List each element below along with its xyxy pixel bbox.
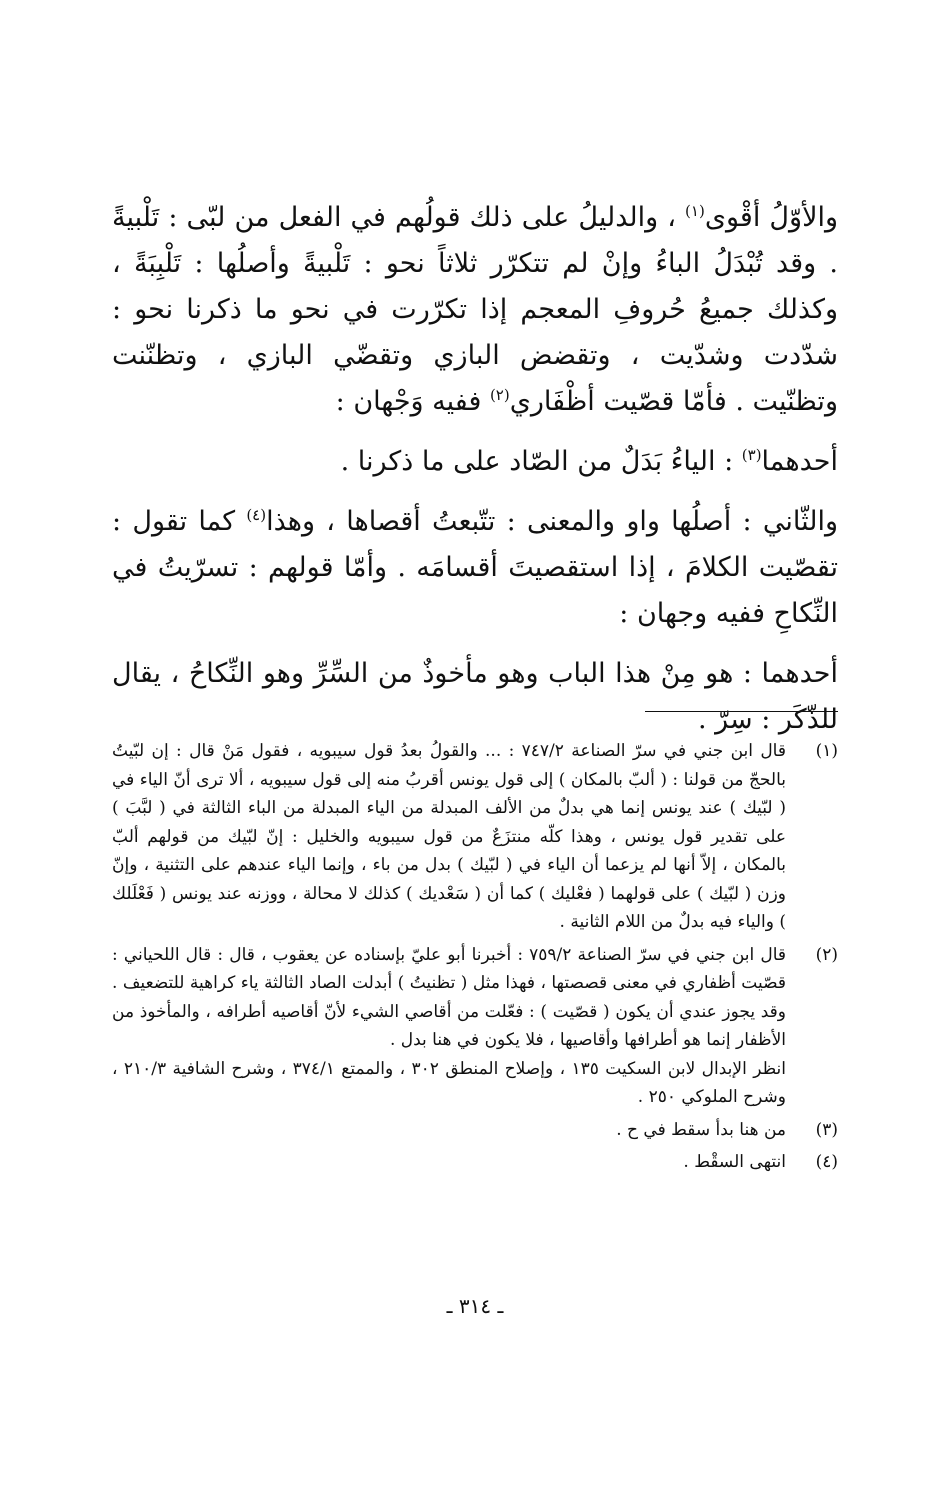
footnote-number: (٣): [815, 1119, 838, 1140]
page-number: ـ ٣١٤ ـ: [446, 1294, 504, 1318]
footnote-number: (٤): [815, 1152, 838, 1172]
footnote-ref-2[interactable]: (٢): [489, 386, 510, 404]
footnote-3: [112, 1116, 838, 1145]
footnote-2: [112, 941, 838, 1112]
footnote-text: [112, 1116, 786, 1145]
paragraph-3: [112, 499, 838, 637]
footnote-text: [112, 1148, 786, 1177]
footnote-paragraph: انتهى السقْط .: [683, 1152, 786, 1172]
footnote-paragraph: انظر الإبدال لابن السكيت ١٣٥ ، وإصلاح المنطق ٣٠٢ ، والممتع ٣٧٤/١ ، وشرح الشافية ٢١٠/٣ ، وشرح الملوكي ٢٥٠ .: [112, 1058, 786, 1107]
text-run: ، والدليلُ على ذلك قولُهم في الفعل من لبّى : تَلْبيةً . وقد تُبْدَلُ الباءُ وإنْ لم تتكرّر ثلاثاً نحو : تَلْبيةً وأصلُها : تَلْبِبَةً ، وكذلك جميعُ حُروفِ المعجم إذا تكرّرت في نحو ما ذكرنا نحو : شدّدت وشدّيت ، وتقضض البازي وتقضّي البازي ، وتظنّنت وتظنّيت . فأمّا قصّيت أظْفَاري: [112, 202, 838, 417]
text-run: : الياءُ بَدَلٌ من الصّاد على ما ذكرنا .: [340, 446, 742, 477]
footnote-4: [112, 1148, 838, 1177]
footnote-number: (١): [815, 741, 838, 761]
footnote-paragraph: قال ابن جني في سرّ الصناعة ٧٤٧/٢ : ... والقولُ بعدُ قول سيبويه ، فقول مَنْ قال : إن لبّيتُ بالحجّ من قولنا : ( ألبّ بالمكان ) إلى قول يونس أقربُ منه إلى قول سيبويه ، ألا ترى أنّ الياء في ( لبّيك ) عند يونس إنما هي بدلٌ من الألف المبدلة من الياء المبدلة من الباء الثالثة في ( لبَّبَ ) على تقدير قول يونس ، وهذا كلّه منتزَعٌ من قول سيبويه والخليل : إنّ لبّيك من قولهم ألبّ بالمكان ، إلاّ أنها لم يزعما أن الياء في ( لبّيك ) بدل من باء ، وإنما الياء عندهم على التثنية ، وإنّ وزن ( لبّيك ) على قولهما ( فعْليك ) كما أن ( سَعْديك ) كذلك لا محالة ، ووزنه عند يونس ( فَعْلَلك ) والياء فيه بدلٌ من اللام الثانية .: [112, 741, 786, 932]
text-run: ففيه وَجْهان :: [335, 386, 490, 417]
footnote-ref-1[interactable]: (١): [685, 202, 705, 220]
footnote-text: [112, 737, 786, 937]
footnote-ref-3[interactable]: (٣): [741, 446, 762, 464]
footnote-number: (٢): [815, 944, 838, 965]
text-run: أحدهما: [761, 446, 838, 477]
footnote-text: [112, 941, 786, 1112]
paragraph-2: [112, 439, 838, 485]
text-run: والأوّلُ أقْوى: [704, 202, 839, 233]
paragraph-4: أحدهما : هو مِنْ هذا الباب وهو مأخوذٌ من السِّرِّ وهو النِّكاحُ ، يقال للذّكَر : سِرّ .: [112, 658, 838, 735]
footnotes: [112, 737, 838, 1177]
footnote-ref-4[interactable]: (٤): [246, 506, 267, 524]
footnote-1: [112, 737, 838, 937]
footnote-paragraph: من هنا بدأ سقط في ح .: [616, 1119, 786, 1140]
text-run: كما تقول : تقصّيت الكلامَ ، إذا استقصيتَ أقسامَه . وأمّا قولهم : تسرّيتُ في النِّكاحِ ففيه وجهان :: [112, 506, 838, 629]
footnote-separator: [645, 711, 838, 712]
main-text: [112, 195, 838, 743]
paragraph-1: [112, 195, 838, 425]
footnote-paragraph: قال ابن جني في سرّ الصناعة ٧٥٩/٢ : أخبرنا أبو عليّ بإسناده عن يعقوب ، قال : قال اللحياني : قصّيت أظفاري في معنى قصصتها ، فهذا مثل ( تظنيتُ ) أبدلت الصاد الثالثة ياء كراهية للتضعيف . وقد يجوز عندي أن يكون ( قصّيت ) : فعّلت من أقاصي الشيء لأنّ أقاصيه أطرافه ، والمأخوذ من الأظفار إنما هو أطرافها وأقاصيها ، فلا يكون في هنا بدل .: [112, 944, 787, 1050]
text-run: والثّاني : أصلُها واو والمعنى : تتّبعتُ أقصاها ، وهذا: [266, 506, 838, 537]
